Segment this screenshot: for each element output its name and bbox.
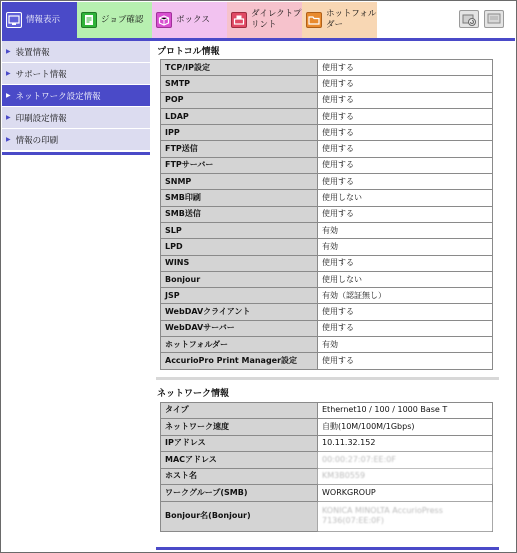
tab-box[interactable] xyxy=(152,2,227,38)
table-row xyxy=(161,92,493,108)
table-row xyxy=(161,337,493,353)
triangle-right-icon: ▶ xyxy=(6,70,11,77)
table-row xyxy=(161,271,493,287)
row-label: ネットワーク速度 xyxy=(161,419,318,436)
row-value: WORKGROUP xyxy=(318,485,493,502)
row-label: Bonjour名(Bonjour) xyxy=(161,501,318,531)
protocol-section-title: プロトコル情報 xyxy=(157,46,220,57)
table-row xyxy=(161,501,493,531)
row-label: Bonjour xyxy=(161,271,318,287)
row-label: MACアドレス xyxy=(161,452,318,469)
section-divider xyxy=(156,377,499,380)
tab-info-label: 情報表示 xyxy=(26,14,61,25)
row-label: LDAP xyxy=(161,108,318,124)
row-label: IPP xyxy=(161,125,318,141)
row-value: KONICA MINOLTA AccurioPress 7136(07:EE:0F) xyxy=(318,501,493,531)
row-label: SMB印刷 xyxy=(161,190,318,206)
row-label: JSP xyxy=(161,288,318,304)
protocol-table xyxy=(160,59,493,370)
display-icon[interactable] xyxy=(484,10,504,28)
row-value: 使用する xyxy=(318,174,493,190)
row-value: 使用する xyxy=(318,304,493,320)
sidebar-item-label: サポート情報 xyxy=(15,69,67,80)
row-value: 10.11.32.152 xyxy=(318,435,493,452)
row-value: Ethernet10 / 100 / 1000 Base T xyxy=(318,402,493,419)
sidebar xyxy=(2,41,150,155)
row-label: SMB送信 xyxy=(161,206,318,222)
tab-job-label: ジョブ確認 xyxy=(101,14,144,25)
table-row xyxy=(161,320,493,336)
table-row xyxy=(161,76,493,92)
row-label: WebDAVクライアント xyxy=(161,304,318,320)
row-value: 有効 xyxy=(318,337,493,353)
hot-folder-icon xyxy=(306,12,322,28)
row-label: TCP/IP設定 xyxy=(161,60,318,76)
row-label: タイプ xyxy=(161,402,318,419)
triangle-right-icon: ▶ xyxy=(6,92,11,99)
box-icon xyxy=(156,12,172,28)
row-label: ホットフォルダー xyxy=(161,337,318,353)
sidebar-item-label: 情報の印刷 xyxy=(15,135,59,146)
table-row xyxy=(161,239,493,255)
row-label: SNMP xyxy=(161,174,318,190)
row-value: 使用する xyxy=(318,108,493,124)
sidebar-item-device-info[interactable] xyxy=(2,41,150,63)
table-row xyxy=(161,402,493,419)
table-row xyxy=(161,222,493,238)
table-row xyxy=(161,435,493,452)
direct-print-icon xyxy=(231,12,247,28)
sidebar-item-label: 装置情報 xyxy=(15,47,50,58)
row-value: 使用する xyxy=(318,353,493,369)
row-label: SLP xyxy=(161,222,318,238)
triangle-right-icon: ▶ xyxy=(6,48,11,55)
triangle-right-icon: ▶ xyxy=(6,136,11,143)
row-value: 使用する xyxy=(318,320,493,336)
row-value: 使用する xyxy=(318,255,493,271)
row-label: FTPサーバー xyxy=(161,157,318,173)
sidebar-item-support-info[interactable] xyxy=(2,63,150,85)
row-value: 使用しない xyxy=(318,190,493,206)
tab-direct-print-label: ダイレクトプ リント xyxy=(251,9,302,30)
tab-hot-folder[interactable] xyxy=(302,2,377,38)
sidebar-bottom-rule xyxy=(2,152,150,155)
sidebar-item-print-info[interactable] xyxy=(2,129,150,151)
job-check-icon xyxy=(81,12,97,28)
row-value: 使用する xyxy=(318,157,493,173)
row-label: AccurioPro Print Manager設定 xyxy=(161,353,318,369)
row-value: 有効 xyxy=(318,239,493,255)
table-row xyxy=(161,174,493,190)
row-label: WebDAVサーバー xyxy=(161,320,318,336)
table-row xyxy=(161,125,493,141)
sidebar-item-label: 印刷設定情報 xyxy=(15,113,67,124)
table-row xyxy=(161,206,493,222)
table-row xyxy=(161,304,493,320)
table-row xyxy=(161,353,493,369)
row-label: IPアドレス xyxy=(161,435,318,452)
row-label: SMTP xyxy=(161,76,318,92)
row-value: 有効 xyxy=(318,222,493,238)
row-value: 有効（認証無し） xyxy=(318,288,493,304)
row-value: 使用する xyxy=(318,141,493,157)
tab-info[interactable] xyxy=(2,2,77,38)
table-row xyxy=(161,468,493,485)
sidebar-item-label: ネットワーク設定情報 xyxy=(15,91,101,102)
tab-direct-print[interactable] xyxy=(227,2,302,38)
table-row xyxy=(161,141,493,157)
table-row xyxy=(161,255,493,271)
main-content xyxy=(156,41,499,532)
tab-hot-folder-label: ホットフォル ダー xyxy=(326,9,377,30)
row-label: POP xyxy=(161,92,318,108)
row-value: 使用する xyxy=(318,60,493,76)
row-label: ホスト名 xyxy=(161,468,318,485)
row-label: WINS xyxy=(161,255,318,271)
table-row xyxy=(161,60,493,76)
table-row xyxy=(161,452,493,469)
row-value: 使用しない xyxy=(318,271,493,287)
row-value: 自動(10M/100M/1Gbps) xyxy=(318,419,493,436)
row-label: LPD xyxy=(161,239,318,255)
info-display-icon xyxy=(6,12,22,28)
table-row xyxy=(161,288,493,304)
row-value: 使用する xyxy=(318,206,493,222)
row-value: 使用する xyxy=(318,76,493,92)
row-value: 使用する xyxy=(318,125,493,141)
row-value: 00:00:27:07:EE:0F xyxy=(318,452,493,469)
table-row xyxy=(161,190,493,206)
table-row xyxy=(161,108,493,124)
refresh-icon[interactable] xyxy=(459,10,479,28)
sidebar-item-network-settings[interactable] xyxy=(2,85,150,107)
tab-box-label: ボックス xyxy=(176,14,210,25)
network-section-title: ネットワーク情報 xyxy=(157,389,230,400)
network-table xyxy=(160,402,493,532)
row-value: 使用する xyxy=(318,92,493,108)
table-row xyxy=(161,157,493,173)
table-row xyxy=(161,419,493,436)
top-tab-bar xyxy=(2,2,515,40)
triangle-right-icon: ▶ xyxy=(6,114,11,121)
row-label: ワークグループ(SMB) xyxy=(161,485,318,502)
sidebar-item-print-settings[interactable] xyxy=(2,107,150,129)
page-bottom-rule xyxy=(156,547,499,550)
row-label: FTP送信 xyxy=(161,141,318,157)
table-row xyxy=(161,485,493,502)
row-value: KM3B0559 xyxy=(318,468,493,485)
tab-job[interactable] xyxy=(77,2,152,38)
